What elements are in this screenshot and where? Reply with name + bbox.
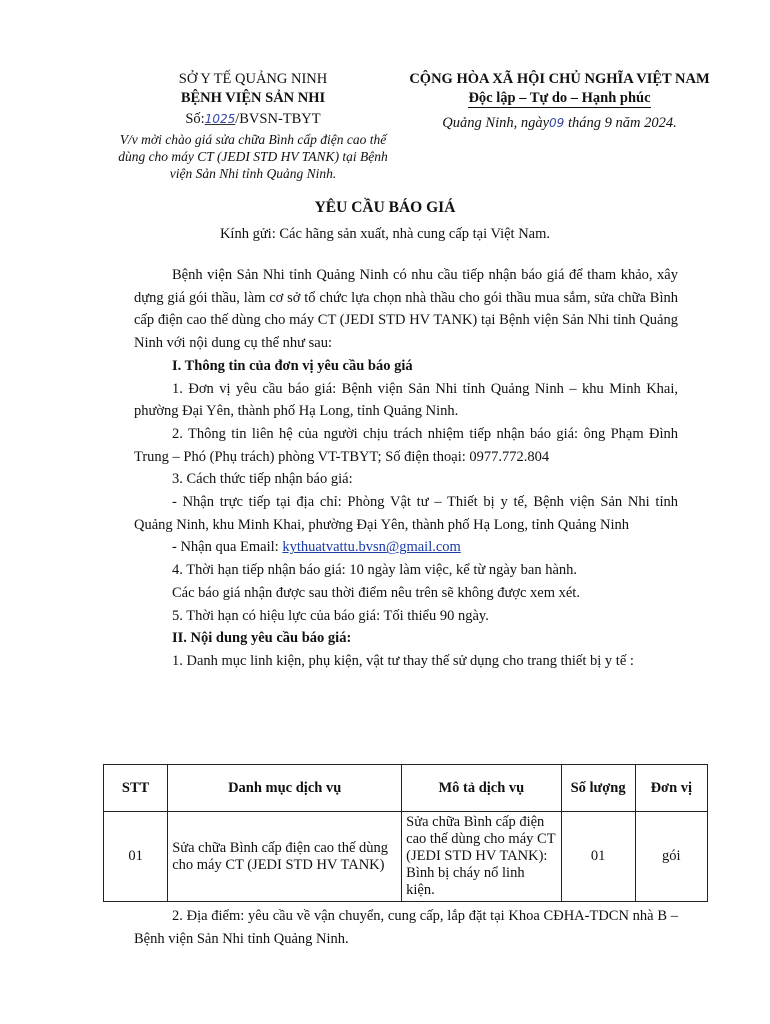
section1-item4: 4. Thời hạn tiếp nhận báo giá: 10 ngày làm việc, kể từ ngày ban hành. — [172, 562, 578, 579]
section1-item2: 2. Thông tin liên hệ của người chịu trách nhiệm tiếp nhận báo giá: ông Phạm Đình Trung – Phó (Phụ trách) phòng VT-TBYT; Số điện thoại: 0977.772.804 — [134, 425, 678, 465]
section2-item1: 1. Danh mục linh kiện, phụ kiện, vật tư thay thế sử dụng cho trang thiết bị y tế : — [172, 652, 634, 669]
handwritten-number: 1025 — [204, 112, 236, 126]
section1-item3-direct: - Nhận trực tiếp tại địa chỉ: Phòng Vật tư – Thiết bị y tế, Bệnh viện Sản Nhi tỉnh Quảng Ninh, khu Minh Khai, phường Đại Yên, thành phố Hạ Long, tỉnh Quảng Ninh — [134, 494, 678, 533]
intro-paragraph: Bệnh viện Sản Nhi tỉnh Quảng Ninh có nhu cầu tiếp nhận báo giá để tham khảo, xây dựng giá gói thầu, làm cơ sở tổ chức lựa chọn nhà thầu cho gói thầu mua sắm, sửa chữa Bình cấp điện cao thế dùng cho máy CT (JEDI STD HV TANK) tại Bệnh viện Sản Nhi tỉnh Quảng Ninh với nội dung cụ thể như sau: — [134, 267, 678, 352]
national-header — [392, 70, 727, 133]
items-table — [103, 764, 708, 902]
date-prefix: Quảng Ninh, ngày — [442, 115, 550, 131]
cell-unit: gói — [635, 812, 707, 902]
document-body-continued — [134, 905, 678, 950]
section1-item3-email — [134, 536, 678, 559]
header-unit: Đơn vị — [635, 765, 707, 812]
document-body — [134, 264, 678, 673]
header-description: Mô tả dịch vụ — [402, 765, 561, 812]
number-prefix: Số: — [185, 111, 205, 127]
email-label: - Nhận qua Email: — [172, 539, 283, 556]
section1-heading: I. Thông tin của đơn vị yêu cầu báo giá — [172, 357, 413, 374]
greeting: Kính gửi: Các hãng sản xuất, nhà cung cấp tại Việt Nam. — [219, 226, 551, 242]
section1-item4-note: Các báo giá nhận được sau thời điểm nêu trên sẽ không được xem xét. — [172, 584, 580, 601]
section1-item5: 5. Thời hạn có hiệu lực của báo giá: Tối thiểu 90 ngày. — [172, 607, 489, 624]
document-number — [118, 110, 388, 129]
issuer-org: SỞ Y TẾ QUẢNG NINH — [178, 71, 328, 87]
issuer-hospital: BỆNH VIỆN SẢN NHI — [180, 90, 326, 106]
document-subject: V/v mời chào giá sửa chữa Bình cấp điện cao thế dùng cho máy CT (JEDI STD HV TANK) tại Bệnh viện Sản Nhi tỉnh Quảng Ninh. — [118, 132, 388, 181]
cell-description: Sửa chữa Bình cấp điện cao thế dùng cho máy CT (JEDI STD HV TANK): Bình bị cháy nổ linh kiện. — [402, 812, 561, 902]
header-stt: STT — [104, 765, 168, 812]
header-service: Danh mục dịch vụ — [168, 765, 402, 812]
number-suffix: /BVSN-TBYT — [235, 111, 321, 127]
nation-name: CỘNG HÒA XÃ HỘI CHỦ NGHĨA VIỆT NAM — [409, 71, 710, 87]
issue-date — [392, 114, 727, 133]
email-link[interactable]: kythuatvattu.bvsn@gmail.com — [282, 539, 461, 556]
handwritten-day: 09 — [549, 116, 565, 130]
section2-item2: 2. Địa điểm: yêu cầu về vận chuyển, cung cấp, lắp đặt tại Khoa CĐHA-TDCN nhà B – Bệnh viện Sản Nhi tỉnh Quảng Ninh. — [134, 908, 678, 947]
header-quantity: Số lượng — [561, 765, 635, 812]
cell-stt: 01 — [104, 812, 168, 902]
cell-service: Sửa chữa Bình cấp điện cao thế dùng cho máy CT (JEDI STD HV TANK) — [168, 812, 402, 902]
section1-item3: 3. Cách thức tiếp nhận báo giá: — [172, 471, 353, 488]
issuer-block — [118, 70, 388, 182]
date-suffix: tháng 9 năm 2024. — [564, 115, 677, 131]
table-row — [104, 812, 708, 902]
national-motto: Độc lập – Tự do – Hạnh phúc — [468, 90, 651, 106]
document-title: YÊU CẦU BÁO GIÁ — [314, 199, 456, 216]
cell-quantity: 01 — [561, 812, 635, 902]
table-header-row — [104, 765, 708, 812]
section2-heading: II. Nội dung yêu cầu báo giá: — [172, 630, 352, 647]
section1-item1: 1. Đơn vị yêu cầu báo giá: Bệnh viện Sản Nhi tỉnh Quảng Ninh – khu Minh Khai, phường Đại Yên, thành phố Hạ Long, tỉnh Quảng Ninh. — [134, 380, 678, 420]
